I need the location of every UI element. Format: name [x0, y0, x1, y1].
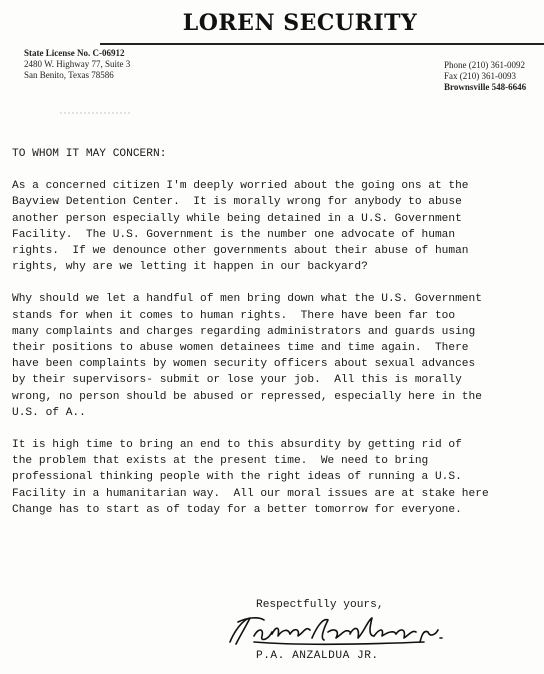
body-line: their positions to abuse women detainees time and time again. There: [12, 342, 469, 355]
signer-name: P.A. ANZALDUA JR.: [256, 650, 379, 662]
address-line-2: San Benito, Texas 78586: [24, 70, 114, 80]
body-line: rights, why are we letting it happen in our backyard?: [12, 261, 368, 274]
body-line: many complaints and charges regarding administrators and guards using: [12, 325, 476, 338]
body-line: Change has to start as of today for a better tomorrow for everyone.: [12, 503, 462, 516]
address-line-1: 2480 W. Highway 77, Suite 3: [24, 59, 131, 69]
body-line: another person especially while being detained in a U.S. Government: [12, 212, 462, 225]
state-license: State License No. C-06912: [24, 48, 125, 58]
company-name: LOREN SECURITY: [182, 10, 418, 36]
paragraph-3: [12, 437, 544, 518]
body-line: Facility in a humanitarian way. All our moral issues are at stake here: [12, 487, 489, 500]
body-line: rights. If we denounce other governments about their abuse of human: [12, 245, 469, 258]
body-line: wrong, no person should be abused or repressed, especially here in the: [12, 390, 482, 403]
body-line: Facility. The U.S. Government is the number one advocate of human: [12, 228, 456, 241]
fax-number: Fax (210) 361-0093: [444, 71, 516, 81]
paragraph-2: [12, 291, 544, 421]
salutation: TO WHOM IT MAY CONCERN:: [12, 148, 167, 160]
body-line: stands for when it comes to human rights. There have been far too: [12, 309, 456, 322]
letterhead-rule: [100, 43, 544, 45]
faint-stamp-mark: [60, 112, 130, 122]
paragraph-1: [12, 178, 544, 275]
body-line: U.S. of A..: [12, 406, 86, 419]
company-contact-block: [444, 60, 544, 93]
body-line: It is high time to bring an end to this absurdity by getting rid of: [12, 439, 462, 452]
handwritten-signature: [224, 612, 454, 648]
body-line: by their supervisors- submit or lose your job. All this is morally: [12, 374, 462, 387]
closing-line: Respectfully yours,: [256, 599, 384, 611]
body-line: professional thinking people with the right ideas of running a U.S.: [12, 471, 462, 484]
body-line: the problem that exists at the present time. We need to bring: [12, 455, 429, 468]
body-line: have been complaints by women security officers about sexual advances: [12, 358, 476, 371]
body-line: Bayview Detention Center. It is morally wrong for anybody to abuse: [12, 196, 462, 209]
company-address-block: [24, 48, 130, 81]
body-line: Why should we let a handful of men bring down what the U.S. Government: [12, 293, 482, 306]
letter-body: [12, 146, 544, 518]
body-line: As a concerned citizen I'm deeply worried about the going ons at the: [12, 180, 469, 193]
brownsville-number: Brownsville 548-6646: [444, 82, 527, 92]
phone-number: Phone (210) 361-0092: [444, 60, 525, 70]
